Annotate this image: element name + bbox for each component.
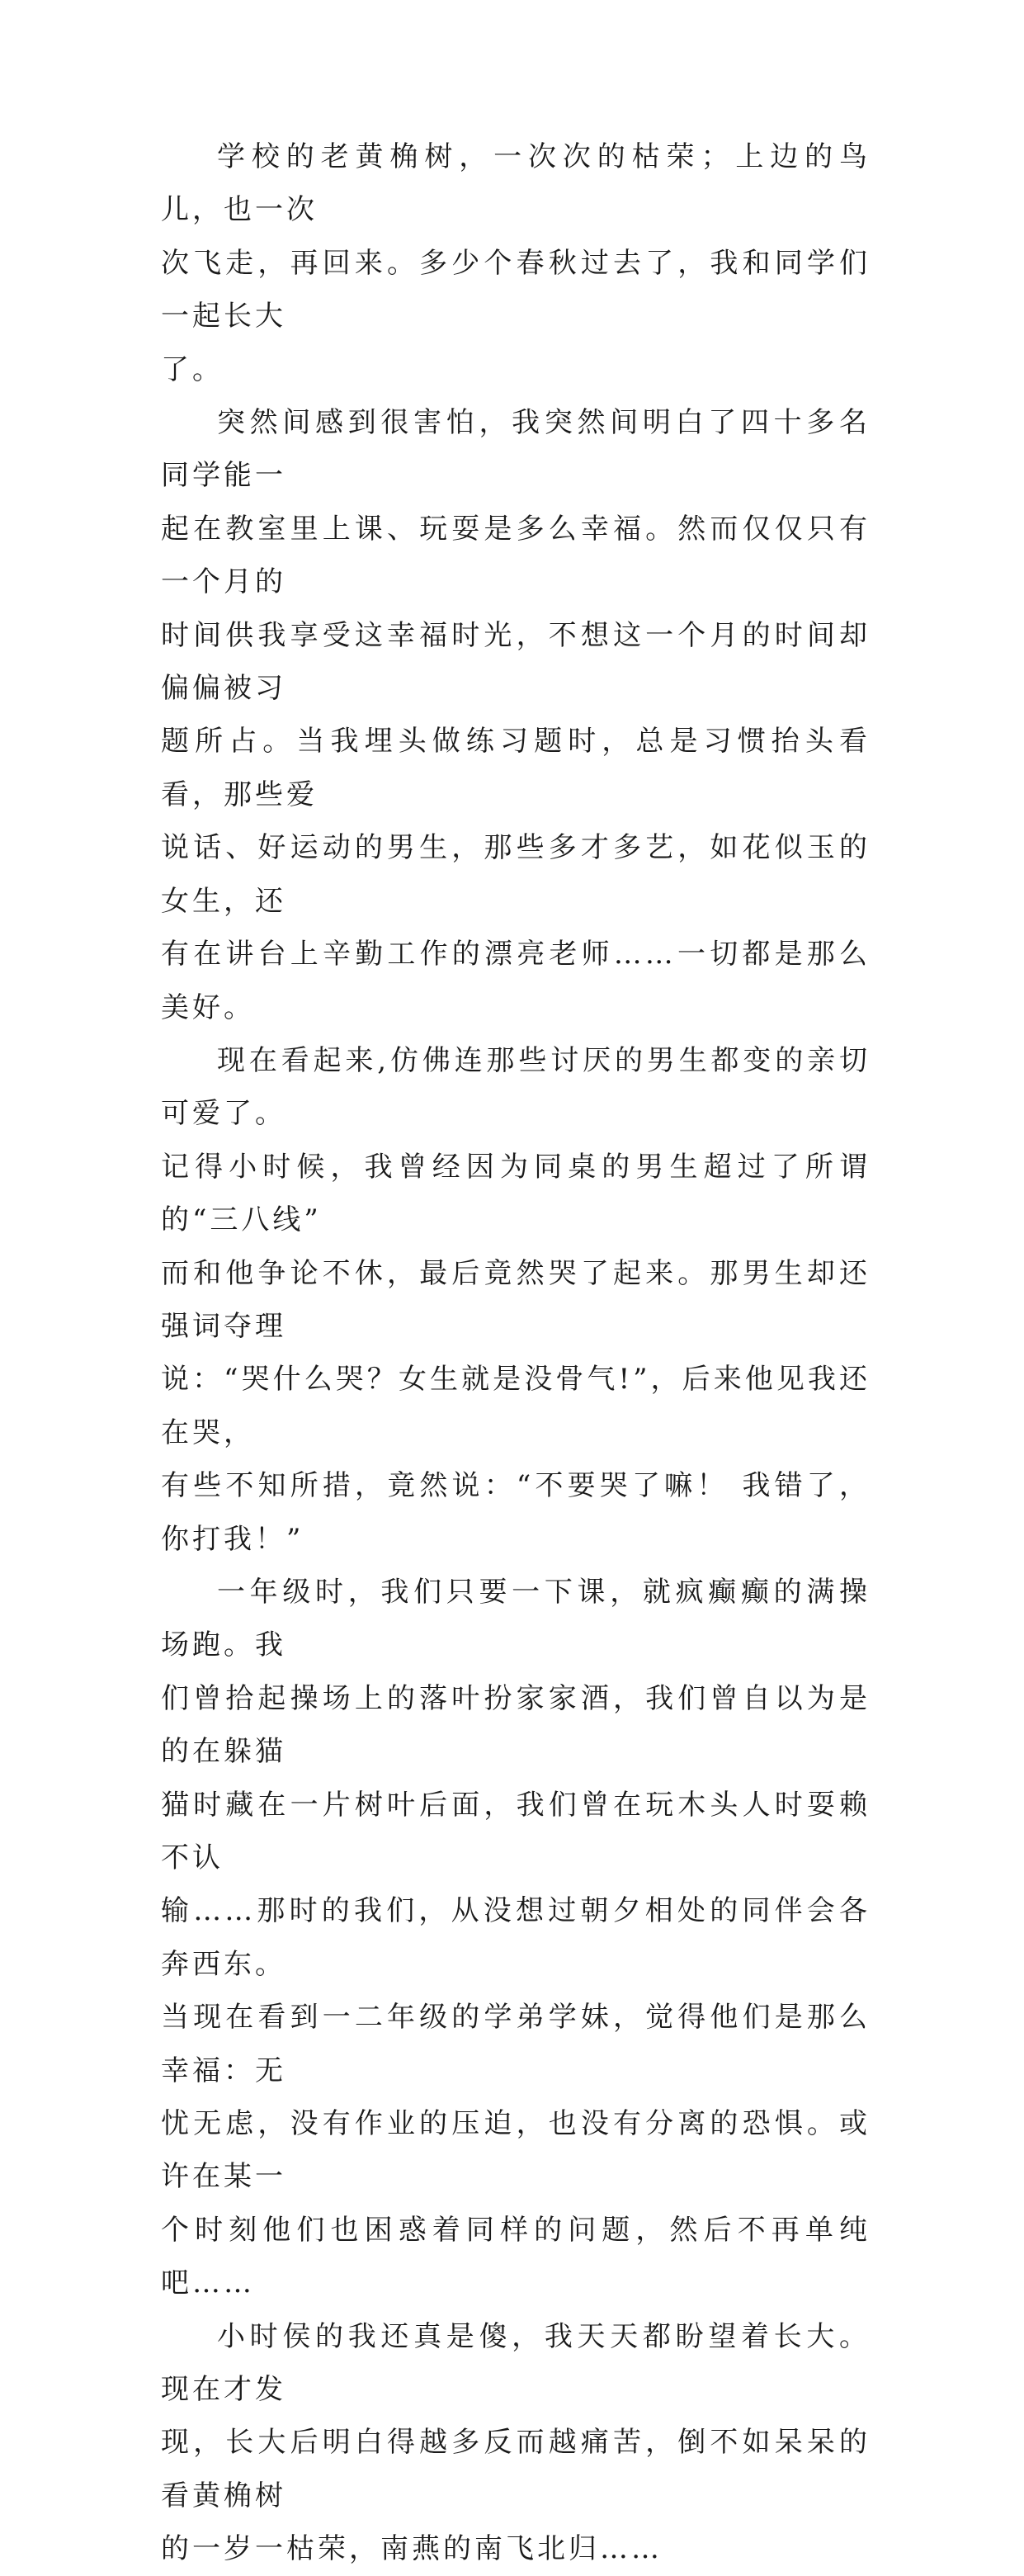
paragraph-2: 突然间感到很害怕，我突然间明白了四十多名同学能一 起在教室里上课、玩耍是多么幸福。然而仅仅只有一个月的 时间供我享受这幸福时光，不想这一个月的时间却偏偏被习 题所占。当我埋头做练习题时，总是习惯抬头看看，那些爱 说话、好运动的男生，那些多才多艺，如花似玉的女生，还 有在讲台上辛勤工作的漂亮老师……一切都是那么美好。 <box>161 406 871 1024</box>
paragraph-3: 现在看起来,仿佛连那些讨厌的男生都变的亲切可爱了。 记得小时候，我曾经因为同桌的男生超过了所谓的“三八线” 而和他争论不休，最后竟然哭了起来。那男生却还强词夺理 说：“哭什么哭？女生就是没骨气!”，后来他见我还在哭， 有些不知所措，竟然说：“不要哭了嘛！ 我错了，你打我！” <box>161 1043 871 1556</box>
paragraph-1: 学校的老黄桷树，一次次的枯荣；上边的鸟儿，也一次 次飞走，再回来。多少个春秋过去了，我和同学们一起长大 了。 <box>161 140 871 386</box>
paragraph-5: 小时侯的我还真是傻，我天天都盼望着长大。现在才发 现，长大后明白得越多反而越痛苦，倒不如呆呆的看黄桷树 的一岁一枯荣，南燕的南飞北归…… <box>161 2319 871 2566</box>
document-body <box>161 130 871 2576</box>
paragraph-4: 一年级时，我们只要一下课，就疯癫癫的满操场跑。我 们曾拾起操场上的落叶扮家家酒，我们曾自以为是的在躲猫 猫时藏在一片树叶后面，我们曾在玩木头人时耍赖不认 输……那时的我们，从没想过朝夕相处的同伴会各奔西东。 当现在看到一二年级的学弟学妹，觉得他们是那么幸福：无 忧无虑，没有作业的压迫，也没有分离的恐惧。或许在某一 个时刻他们也困惑着同样的问题，然后不再单纯吧…… <box>161 1575 871 2300</box>
